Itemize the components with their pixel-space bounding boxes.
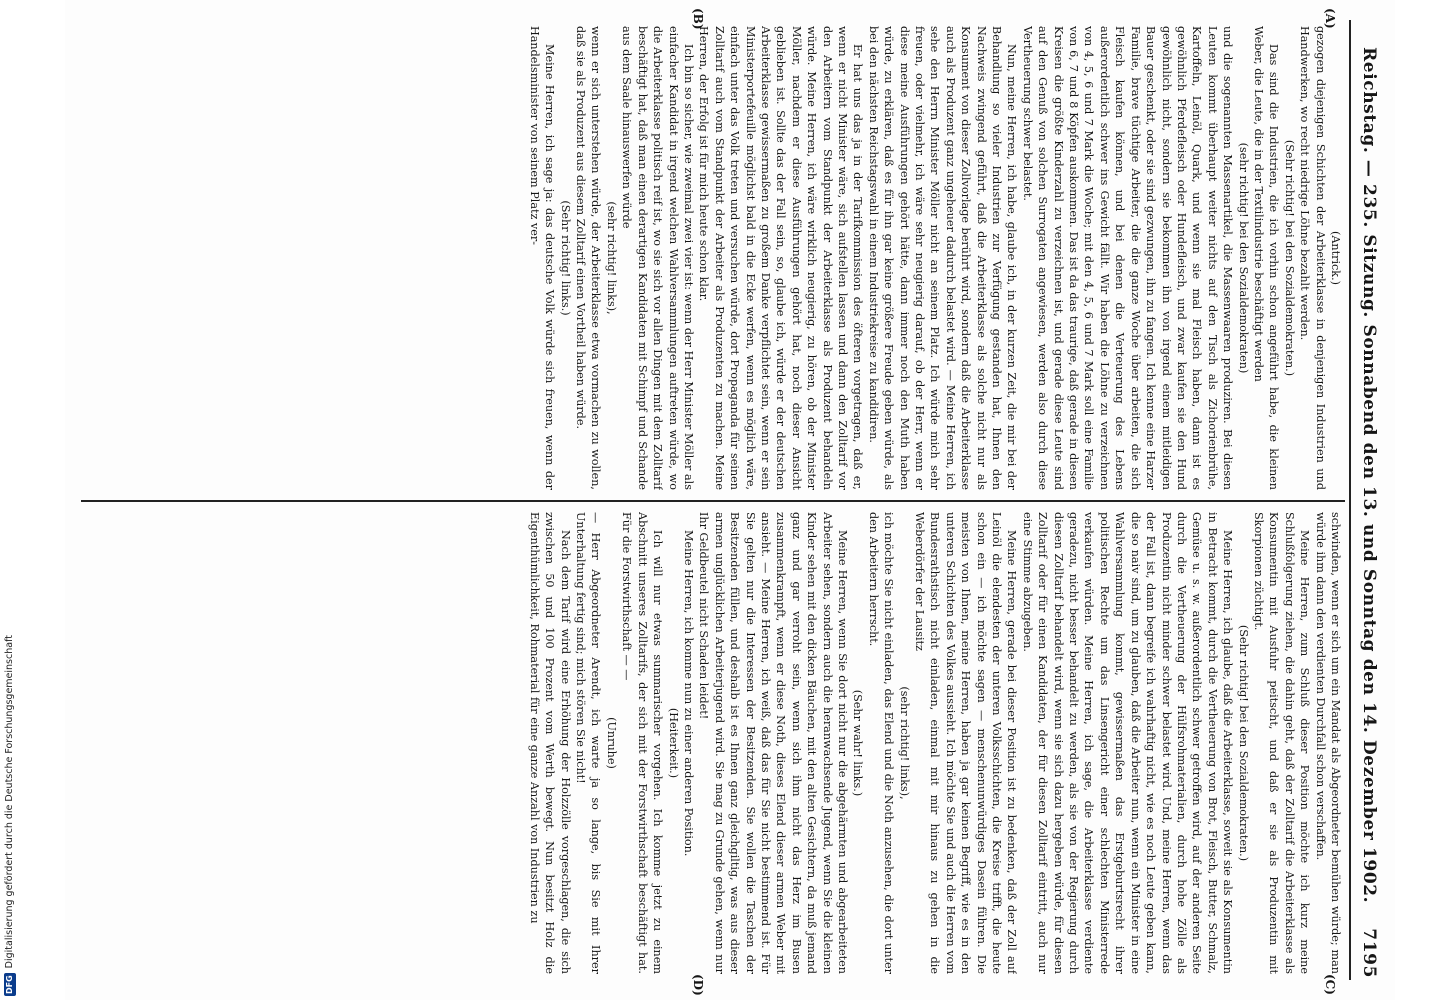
left-paragraph: Meine Herren, ich sage ja: das deutsche Volk würde sich freuen, wenn der Handelsminister von seinem Platz ver- — [527, 26, 557, 490]
right-paragraph: ich möchte Sie nicht einladen, das Elend und die Noth anzusehen, die dort unter den Arbeitern herrscht. — [866, 512, 896, 974]
right-paragraph: Meine Herren, wenn Sie dort nicht nur die abgehärmten und abgearbeiteten Arbeiter sehen, sondern auch die heranwachsende Jugend, wenn Sie die kleinen Kinder sehen mit den dicken Bäuchen, mit den alten Gesichtern, da muß jemand ganz und gar verroht sein, wenn sich ihm nicht das Herz im Busen zusammenkrampft, wenn er diese Noth, dieses Elend dieser armen Weber mit ansieht. — Meine Herren, ich weiß, daß das für Sie nicht bestimmend ist. Für Sie gelten nur die Interessen der Besitzenden. Sie wollen die Taschen der Besitzenden füllen, und deshalb ist es Ihnen ganz gleichgiltig, was aus dieser armen unglücklichen Arbeiterjugend wird. Sie mag zu Grunde gehen, wenn nur Ihr Geldbeutel nicht Schaden leidet! — [697, 512, 849, 974]
dfg-logo-icon: DFG — [5, 975, 14, 994]
right-column — [83, 512, 1343, 974]
column-divider — [81, 500, 1345, 502]
margin-mark-d: (D) — [691, 974, 705, 996]
right-paragraph: (Sehr wahr! links.) — [851, 689, 865, 797]
document-page — [65, 0, 1395, 1000]
margin-mark-a: (A) — [1323, 8, 1337, 29]
left-paragraph: (Sehr richtig! links.) — [558, 200, 572, 316]
right-paragraph: (Heiterkeit.) — [666, 707, 680, 779]
page-header — [1355, 22, 1383, 978]
right-paragraph: Meine Herren, zum Schluß dieser Position möchte ich kurz meine Schlußfolgerung ziehen, die dahin geht, daß der Zolltarif die Arbeiterklasse als Konsumentin mit Ausfuhr peitscht, und daß er sie als Produzentin mit Skorpionen züchtigt. — [1251, 512, 1312, 974]
left-paragraph: und die sogenannten Massenartikel, die Massenwaaren produziren. Bei diesen Leuten kommt überhaupt weiter nichts auf den Tisch als Zichorienbrühe, Kartoffeln, Leinöl, Quark, und wenn sie mal Fleisch haben, dann ist es gewöhnlich Pferdefleisch oder Hundefleisch, und zwar kaufen sie den Hund gewöhnlich nicht, sondern sie bekommen ihn von irgend einem mitleidigen Bauer geschenkt, oder sie sind gezwungen, ihn zu fangen. Ich kenne eine Harzer Familie, brave tüchtige Arbeiter, die die ganze Woche über arbeiten, die sich Fleisch kaufen können, und bei denen die Verteuerung des Lebens außerordentlich schwer ins Gewicht fällt. Wir haben die Löhne zu verzeichnen von 4, 5, 6 und 7 Mark die Woche; mit den 4, 5, 6 und 7 Mark soll eine Familie von 6, 7 und 8 Köpfen auskommen. Das ist da das traurige, daß gerade in diesen Kreisen die größte Kinderzahl zu verzeichnen ist, und gerade diese Leute sind auf den Genuß von solchen Surrogaten angewiesen, werden also durch diese Vertheuerung schwer belastet. — [1020, 26, 1235, 490]
right-paragraph: Meine Herren, ich komme nun zu einer anderen Position. — [681, 530, 695, 857]
right-paragraph: schwinden, wenn er sich um ein Mandat als Abgeordneter bemühen würde; man würde ihm dann den verdienten Durchfall schon verschaffen. — [1313, 512, 1342, 974]
right-paragraph: (Unruhe) — [604, 717, 618, 769]
margin-mark-c: (C) — [1323, 974, 1337, 995]
left-paragraph: Das sind die Industrien, die ich vorhin schon angeführt habe, die kleinen Weber, die Leute, die in der Textilindustrie beschäftigt werden — [1251, 26, 1281, 490]
header-rule — [1349, 20, 1351, 980]
left-paragraph: (sehr richtig! bei den Sozialdemokraten) — [1236, 142, 1250, 374]
right-paragraph: Ich will nur etwas summarischer vorgehen. Ich komme jetzt zu einem Abschnitt unseres Zolltarifs, der sich mit der Forstwirthschaft beschäftigt hat. Für die Forstwirthschaft — — — [620, 512, 665, 974]
right-paragraph: (sehr richtig! links), — [897, 686, 911, 800]
right-paragraph: Meine Herren, gerade bei dieser Position ist zu bedenken, daß der Zoll auf Leinöl die elendesten der unteren Volksschichten, die Kreise trifft, die heute schon ein — ich möchte sagen — menschenunwürdiges Dasein führen. Die meisten von Ihnen, meine Herren, haben ja gar keinen Begriff, wie es in den unteren Schichten des Volkes aussieht. Ich möchte Sie und auch die Herren vom Bundesrathstisch nicht einladen, einmal mit mir hinaus zu gehen in die Weberdörfer der Lausitz — [913, 512, 1019, 974]
digitization-caption — [2, 604, 20, 996]
left-paragraph: Ich bin so sicher, wie zweimal zwei vier ist: wenn der Herr Minister Möller als einfacher Kandidat in irgend welchen Wahlversammlungen auftreten würde, wo die Arbeiterklasse politisch reif ist, wo sie sich vor allen Dingen mit dem Zolltarif beschäftigt hat, daß man einen derartigen Kandidaten mit Schimpf und Schande aus dem Saale hinauswerfen würde — [620, 26, 695, 490]
right-paragraph: — Herr Abgeordneter Arendt, ich warte ja so lange, bis Sie mit Ihrer Unterhaltung fertig sind; mich stören Sie nicht! — [574, 512, 603, 974]
left-paragraph: (Antrick.) — [1329, 230, 1342, 286]
left-paragraph: (sehr richtig! links), — [604, 201, 618, 315]
right-paragraph: Nach dem Tarif wird eine Erhöhung der Holzzölle vorgeschlagen, die sich zwischen 50 und 100 Prozent vom Werth bewegt. Nun besitzt Holz die Eigenthümlichkeit, Rohmaterial für eine ganze Anzahl von Industrien zu — [527, 512, 572, 974]
right-paragraph: (Sehr richtig! bei den Sozialdemokraten.) — [1236, 624, 1250, 862]
left-paragraph: gezogen diejenigen Schichten der Arbeiterklasse in denjenigen Industrien und Handwerken, wo recht niedrige Löhne bezahlt werden. — [1298, 26, 1327, 490]
margin-mark-b: (B) — [691, 8, 705, 30]
caption-text: Digitalisierung gefördert durch die Deutsche Forschungsgemeinschaft — [4, 635, 15, 969]
left-paragraph: Nun, meine Herren, ich habe, glaube ich, in der kurzen Zeit, die mir bei der Behandlung so vieler Industrien zur Verfügung gestanden hat, Ihnen den Nachweis zwingend geführt, daß die Arbeiterklasse als solche nicht nur als Konsument von dieser Zollvorlage berührt wird, sondern daß die Arbeiterklasse auch als Produzent ganz ungeheuer dadurch belastet wird. — Meine Herren, ich sehe den Herrn Minister Möller nicht an seinem Platz. Ich würde mich sehr freuen, oder vielmehr, ich wäre sehr neugierig darauf, ob der Herr, wenn er diese meine Ausführungen gehört hätte, dann immer noch den Muth haben würde, zu erklären, daß es für ihn gar keine größere Freude geben würde, als bei den nächsten Reichstagswahl in einem Industriekreise zu kandidiren. — [866, 26, 1019, 490]
left-paragraph: (Sehr richtig! bei den Sozialdemokraten.) — [1282, 139, 1296, 377]
left-paragraph: wenn er sich unterstehen würde, der Arbeiterklasse etwa vormachen zu wollen, daß sie als Produzent aus diesem Zolltarif einen Vortheil haben würde. — [574, 26, 603, 490]
header-title: Reichstag. — 235. Sitzung. Sonnabend den 13. und Sonntag den 14. Dezember 1902. — [1359, 47, 1379, 904]
page-number: 7195 — [1359, 928, 1379, 978]
left-paragraph: Er hat uns das ja in der Tarifkommission des öfteren vorgetragen, daß er, wenn er nicht Minister wäre, sich aufstellen lassen und dann den Zolltarif vor den Arbeitern vom Standpunkt der Arbeiterklasse als Produzent behandeln würde. Meine Herren, ich wäre wirklich neugierig, zu hören, ob der Minister Möller, nachdem er diese Ausführungen gehört hat, noch dieser Ansicht geblieben ist. Sollte das der Fall sein, so, glaube ich, würde er der deutschen Arbeiterklasse gewissermaßen zu großem Danke verpflichtet sein, wenn er sein Ministerportefeuille möglichst bald in die Ecke werfen, wenn es möglich wäre, einfach unter das Volk treten und versuchen würde, dort Propaganda für seinen Zolltarif auch vom Standpunkt der Arbeiter als Produzenten zu machen. Meine Herren, der Erfolg ist für mich heute schon klar. — [697, 26, 865, 490]
right-paragraph: Meine Herren, ich glaube, daß die Arbeiterklasse, soweit sie als Konsumentin in Betracht kommt, durch die Vertheuerung von Brot, Fleisch, Butter, Schmalz, Gemüse u. s. w. außerordentlich schwer getroffen wird, auf der anderen Seite durch die Vertheuerung der Hülfsrohmaterialien, durch hohe Zölle als Produzentin nicht minder schwer belastet wird. Und, meine Herren, wenn das der Fall ist, dann begreife ich wahrhaftig nicht, wie es noch Leute geben kann, die so naiv sind, um zu glauben, daß die Arbeiter nun, wenn ein Minister in eine Wahlversammlung kommt, gewissermaßen das Erstgeburtsrecht ihrer politischen Rechte um das Linsengericht einer schlechten Ministerrede verkaufen würden. Meine Herren, ich sage, die Arbeiterklasse verdiente geradezu, nicht besser behandelt zu werden, als sie von der Regierung durch diesen Zolltarif behandelt wird, wenn sie sich dazu hergeben würde, für diesen Zolltarif oder für einen Kandidaten, der für diesen Zolltarif eintritt, auch nur eine Stimme abzugeben. — [1020, 512, 1235, 974]
left-column — [83, 26, 1343, 490]
